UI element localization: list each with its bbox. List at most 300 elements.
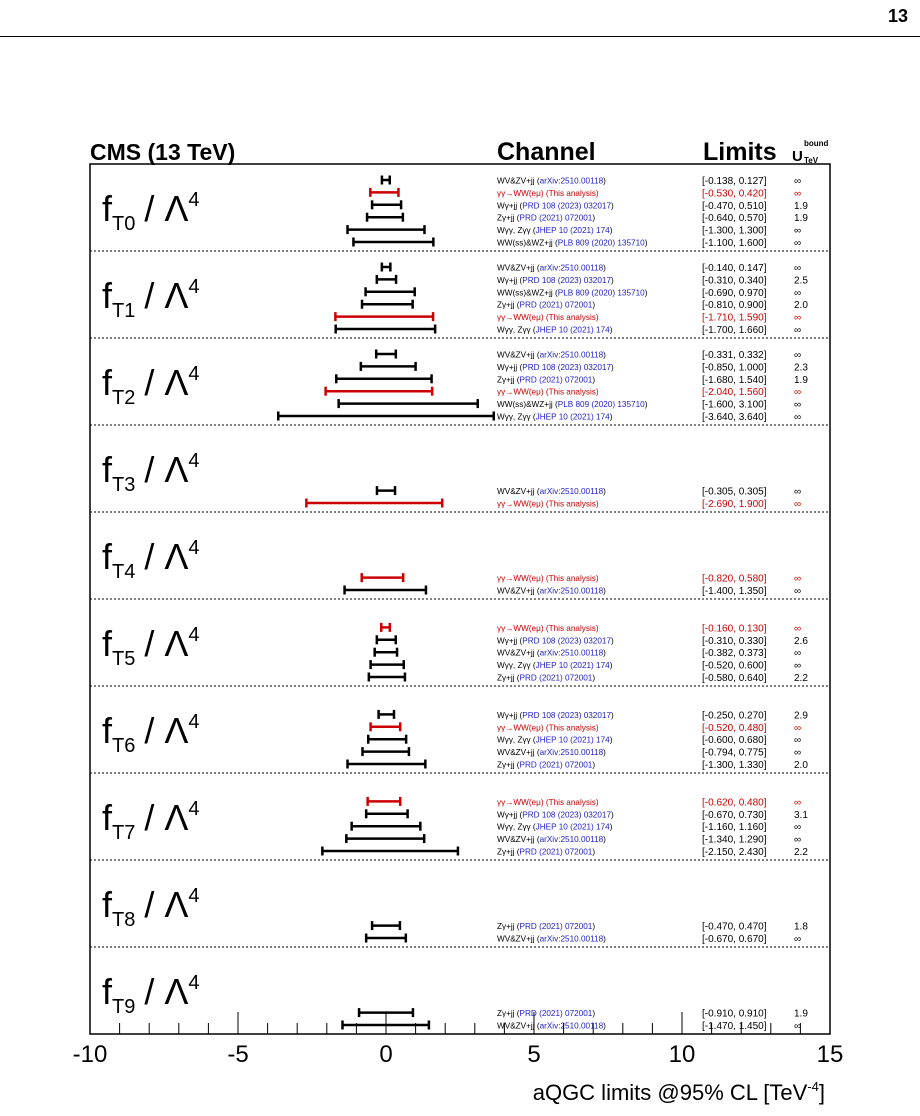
channel-label: [497, 214, 595, 223]
channel-ref-close: ): [609, 412, 613, 422]
param-suffix: / Λ: [144, 536, 189, 577]
ubound-value: ∞: [794, 747, 802, 759]
ubound-value: 2.2: [794, 673, 808, 684]
channel-ref[interactable]: PRD 108 (2023) 032017: [522, 710, 612, 720]
channel-ref: (This analysis): [543, 623, 599, 633]
channel-ref[interactable]: PLB 809 (2020) 135710: [557, 238, 645, 248]
channel-name: WV&ZV+jj: [497, 1021, 535, 1031]
channel-name: γγ→WW(eμ): [497, 313, 544, 323]
channel-ref-close: ): [603, 1021, 606, 1031]
channel-ref-close: ): [603, 648, 606, 658]
channel-label: [497, 487, 606, 496]
channel-ref-close: ): [603, 748, 606, 758]
channel-ref-close: ): [644, 288, 648, 298]
channel-label: [497, 1009, 595, 1018]
channel-label: [497, 276, 614, 285]
limits-value: [-0.640, 0.570]: [702, 213, 767, 225]
param-suffix: / Λ: [144, 797, 189, 838]
channel-ref-close: ): [644, 238, 648, 248]
channel-label: [497, 810, 614, 819]
ubound-value: ∞: [794, 735, 802, 747]
panel-label: [102, 536, 200, 583]
x-tick-label: 5: [527, 1041, 541, 1068]
limit-row: [345, 586, 802, 598]
channel-ref-open: (: [552, 288, 558, 298]
channel-label: [497, 649, 606, 658]
channel-ref-close: ): [644, 400, 648, 410]
param-suffix: / Λ: [144, 188, 189, 229]
param-superscript: 4: [188, 885, 200, 907]
param-subscript: T8: [112, 909, 136, 931]
panel-label: [102, 710, 200, 757]
channel-ref[interactable]: JHEP 10 (2021) 174: [535, 226, 610, 236]
channel-name: WV&ZV+jj: [497, 934, 535, 944]
channel-ref-open: (: [534, 648, 540, 658]
ubound-value: ∞: [794, 399, 802, 411]
limit-row: [377, 635, 809, 647]
channel-ref-close: ): [611, 275, 614, 285]
channel-label: [497, 226, 613, 235]
channel-ref-open: (: [517, 810, 523, 820]
channel-ref[interactable]: JHEP 10 (2021) 174: [535, 325, 610, 335]
panel-t7: [90, 773, 830, 858]
channel-name: γγ→WW(eμ): [497, 499, 544, 509]
channel-ref[interactable]: PRD (2021) 072001: [519, 213, 593, 223]
channel-name: Zγ+jj: [497, 300, 515, 310]
ubound-value: ∞: [794, 263, 802, 274]
channel-ref-close: ): [603, 586, 606, 596]
panel-t6: [90, 686, 830, 771]
panel-label: [102, 797, 200, 844]
channel-name: Zγ+jj: [497, 760, 515, 770]
channel-ref[interactable]: PRD 108 (2023) 032017: [522, 810, 612, 820]
limits-value: [-0.810, 0.900]: [702, 300, 767, 312]
ubound-value: ∞: [794, 499, 802, 510]
ubound-value: ∞: [794, 660, 802, 672]
channel-ref-open: (: [530, 822, 536, 832]
x-axis-label-close: ]: [818, 1080, 825, 1105]
channel-name: Wγ+jj: [497, 275, 518, 285]
channel-ref-close: ): [611, 636, 614, 646]
limits-header: Limits: [703, 138, 777, 166]
channel-label: [497, 177, 606, 186]
channel-ref-close: ): [603, 176, 606, 186]
channel-label: [497, 798, 599, 807]
ubound-value: ∞: [794, 1021, 802, 1032]
ubound-value: 1.9: [794, 213, 808, 225]
channel-ref: (This analysis): [543, 723, 599, 733]
limit-row: [377, 275, 809, 287]
channel-label: [497, 1022, 606, 1031]
channel-label: [497, 288, 648, 297]
channel-label: [497, 264, 606, 273]
limits-value: [-0.138, 0.127]: [702, 176, 767, 187]
channel-label: [497, 351, 606, 360]
limit-row: [342, 1021, 801, 1033]
channel-ref[interactable]: PRD (2021) 072001: [519, 922, 593, 932]
ubound-value: ∞: [794, 387, 802, 399]
channel-ref[interactable]: JHEP 10 (2021) 174: [535, 822, 610, 832]
param-superscript: 4: [188, 537, 200, 559]
param-suffix: / Λ: [144, 275, 189, 316]
ubound-header-sup: bound: [804, 139, 829, 148]
channel-label: [497, 674, 595, 683]
limits-value: [-1.680, 1.540]: [702, 374, 767, 386]
channel-ref[interactable]: arXiv:2510.00118: [539, 934, 604, 944]
channel-ref: (This analysis): [543, 387, 599, 397]
channel-label: [497, 848, 595, 857]
channel-label: [497, 201, 614, 210]
ubound-value: ∞: [794, 722, 802, 734]
limits-value: [-0.305, 0.305]: [702, 486, 767, 498]
ubound-value: 2.0: [794, 300, 808, 312]
channel-ref-open: (: [514, 1009, 520, 1019]
panel-t2: [90, 338, 830, 423]
channel-ref-open: (: [552, 238, 558, 248]
x-tick-label: -10: [72, 1041, 108, 1068]
channel-name: Wγγ, Zγγ: [497, 661, 531, 671]
channel-ref-open: (: [517, 275, 523, 285]
limit-row: [371, 722, 802, 734]
limits-value: [-1.710, 1.590]: [702, 312, 767, 324]
limit-row: [348, 760, 809, 772]
limits-value: [-3.640, 3.640]: [702, 412, 767, 423]
param-suffix: / Λ: [144, 449, 189, 490]
channel-label: [497, 711, 614, 720]
channel-ref[interactable]: arXiv:2510.00118: [539, 350, 604, 360]
ubound-value: 2.3: [794, 362, 808, 374]
channel-ref-open: (: [534, 586, 540, 596]
channel-ref-close: ): [592, 760, 596, 770]
channel-name: Wγ+jj: [497, 710, 518, 720]
panel-t1: [90, 251, 830, 336]
param-suffix: / Λ: [144, 884, 189, 925]
page-number: 13: [887, 6, 908, 26]
cms-label: CMS (13 TeV): [90, 139, 236, 165]
channel-ref-open: (: [534, 934, 540, 944]
channel-label: [497, 388, 599, 397]
limits-value: [-1.160, 1.160]: [702, 822, 767, 834]
channel-name: Zγ+jj: [497, 1009, 515, 1019]
channel-ref[interactable]: PRD (2021) 072001: [519, 760, 593, 770]
limits-value: [-0.310, 0.340]: [702, 275, 767, 287]
ubound-value: ∞: [794, 350, 802, 361]
param-superscript: 4: [188, 276, 200, 298]
limit-row: [362, 573, 801, 585]
channel-ref-open: (: [530, 226, 536, 236]
channel-name: WV&ZV+jj: [497, 487, 535, 497]
param-subscript: T9: [112, 996, 136, 1018]
limit-row: [366, 809, 808, 821]
ubound-value: ∞: [794, 586, 802, 597]
channel-ref[interactable]: PRD 108 (2023) 032017: [522, 362, 612, 372]
limit-row: [382, 263, 801, 275]
channel-ref: (This analysis): [543, 574, 599, 584]
channel-label: [497, 748, 606, 757]
channel-ref[interactable]: PRD 108 (2023) 032017: [522, 636, 612, 646]
channel-ref[interactable]: JHEP 10 (2021) 174: [535, 412, 610, 422]
param-suffix: / Λ: [144, 623, 189, 664]
channel-ref[interactable]: JHEP 10 (2021) 174: [535, 735, 610, 745]
limits-value: [-0.310, 0.330]: [702, 635, 767, 647]
channel-ref-close: ): [603, 263, 606, 273]
ubound-value: ∞: [794, 176, 802, 187]
channel-ref[interactable]: arXiv:2510.00118: [539, 648, 604, 658]
limit-row: [278, 412, 801, 424]
channel-ref-open: (: [514, 375, 520, 385]
channel-ref[interactable]: arXiv:2510.00118: [539, 835, 604, 845]
channel-label: [497, 661, 613, 670]
channel-ref-close: ): [592, 300, 596, 310]
ubound-header-main: U: [792, 148, 803, 165]
channel-ref-open: (: [534, 748, 540, 758]
channel-name: Zγ+jj: [497, 847, 515, 857]
channel-ref[interactable]: arXiv:2510.00118: [539, 487, 604, 497]
limits-value: [-0.331, 0.332]: [702, 350, 767, 361]
panels-layer: [90, 176, 830, 1033]
ubound-value: ∞: [794, 486, 802, 498]
channel-ref-open: (: [517, 710, 523, 720]
channel-name: γγ→WW(eμ): [497, 623, 544, 633]
param-superscript: 4: [188, 363, 200, 385]
param-subscript: T6: [112, 735, 136, 757]
limits-value: [-2.040, 1.560]: [702, 387, 767, 399]
channel-name: WV&ZV+jj: [497, 586, 535, 596]
channel-name: γγ→WW(eμ): [497, 188, 544, 198]
limit-row: [369, 673, 809, 685]
channel-name: WV&ZV+jj: [497, 263, 535, 273]
param-superscript: 4: [188, 711, 200, 733]
channel-label: [497, 922, 595, 931]
channel-ref-close: ): [592, 922, 596, 932]
channel-ref[interactable]: PRD (2021) 072001: [519, 847, 593, 857]
channel-ref-open: (: [514, 847, 520, 857]
param-superscript: 4: [188, 624, 200, 646]
channel-ref-close: ): [592, 673, 596, 683]
param-letter: f: [102, 275, 113, 316]
x-axis-label-sup: -4: [807, 1079, 819, 1094]
channel-label: [497, 500, 599, 509]
limits-value: [-0.520, 0.600]: [702, 660, 767, 672]
channel-ref[interactable]: PRD (2021) 072001: [519, 300, 593, 310]
limits-value: [-0.600, 0.680]: [702, 735, 767, 747]
param-letter: f: [102, 797, 113, 838]
channel-ref-open: (: [534, 835, 540, 845]
limits-value: [-0.670, 0.730]: [702, 809, 767, 821]
ubound-value: 2.6: [794, 635, 808, 647]
channel-ref[interactable]: PRD 108 (2023) 032017: [522, 201, 612, 211]
panel-t9: [90, 947, 830, 1032]
limits-value: [-2.690, 1.900]: [702, 499, 767, 510]
param-suffix: / Λ: [144, 971, 189, 1012]
channel-ref[interactable]: arXiv:2510.00118: [539, 586, 604, 596]
channel-ref[interactable]: arXiv:2510.00118: [539, 748, 604, 758]
limits-value: [-0.382, 0.373]: [702, 648, 767, 660]
channel-ref-open: (: [530, 661, 536, 671]
limits-value: [-1.600, 3.100]: [702, 399, 767, 411]
ubound-value: ∞: [794, 623, 802, 635]
channel-label: [497, 326, 613, 335]
channel-ref-close: ): [609, 325, 613, 335]
channel-name: WV&ZV+jj: [497, 350, 535, 360]
channel-ref[interactable]: PRD (2021) 072001: [519, 1009, 593, 1019]
limit-row: [368, 797, 801, 809]
channel-label: [497, 835, 606, 844]
channel-ref-open: (: [514, 213, 520, 223]
channel-ref-close: ): [609, 735, 613, 745]
ubound-value: ∞: [794, 648, 802, 660]
limit-row: [335, 312, 801, 324]
channel-name: WW(ss)&WZ+jj: [497, 238, 553, 248]
limits-value: [-0.250, 0.270]: [702, 710, 767, 722]
param-letter: f: [102, 536, 113, 577]
panel-t5: [90, 599, 830, 684]
channel-name: Wγγ, Zγγ: [497, 822, 531, 832]
param-superscript: 4: [188, 798, 200, 820]
limit-row: [370, 188, 801, 200]
ubound-header-sub: TeV: [804, 156, 819, 165]
panel-t8: [90, 860, 830, 945]
channel-ref-close: ): [592, 213, 596, 223]
limit-row: [372, 921, 808, 933]
channel-name: γγ→WW(eμ): [497, 723, 544, 733]
panel-label: [102, 362, 200, 409]
channel-name: Wγγ, Zγγ: [497, 325, 531, 335]
channel-ref-close: ): [603, 934, 606, 944]
param-subscript: T1: [112, 300, 136, 322]
limits-value: [-1.470, 1.450]: [702, 1021, 767, 1032]
channel-ref-close: ): [611, 710, 614, 720]
limit-row: [306, 499, 801, 511]
param-letter: f: [102, 449, 113, 490]
channel-ref-open: (: [534, 350, 540, 360]
limit-row: [366, 287, 802, 299]
channel-ref-close: ): [609, 661, 613, 671]
channel-name: WV&ZV+jj: [497, 176, 535, 186]
limits-value: [-0.670, 0.670]: [702, 934, 767, 945]
channel-label: [497, 301, 595, 310]
channel-label: [497, 587, 606, 596]
channel-label: [497, 313, 599, 322]
channel-ref[interactable]: JHEP 10 (2021) 174: [535, 661, 610, 671]
channel-ref[interactable]: PLB 809 (2020) 135710: [557, 288, 645, 298]
param-subscript: T5: [112, 648, 136, 670]
channel-name: γγ→WW(eμ): [497, 574, 544, 584]
channel-ref-open: (: [530, 412, 536, 422]
limit-row: [346, 834, 801, 846]
limits-value: [-0.820, 0.580]: [702, 573, 767, 585]
channel-label: [497, 189, 599, 198]
ubound-value: ∞: [794, 934, 802, 945]
param-superscript: 4: [188, 972, 200, 994]
panel-label: [102, 449, 200, 496]
ubound-value: 3.1: [794, 809, 808, 821]
channel-ref[interactable]: arXiv:2510.00118: [539, 263, 604, 273]
param-letter: f: [102, 623, 113, 664]
param-letter: f: [102, 710, 113, 751]
limit-row: [371, 660, 802, 672]
channel-ref-close: ): [611, 810, 614, 820]
channel-name: WV&ZV+jj: [497, 648, 535, 658]
param-subscript: T0: [112, 213, 136, 235]
limit-row: [377, 486, 801, 498]
channel-name: Wγγ, Zγγ: [497, 735, 531, 745]
limits-value: [-2.150, 2.430]: [702, 847, 767, 858]
limits-value: [-0.620, 0.480]: [702, 797, 767, 809]
channel-ref[interactable]: arXiv:2510.00118: [539, 1021, 604, 1031]
limits-value: [-1.340, 1.290]: [702, 834, 767, 846]
channel-label: [497, 761, 595, 770]
ubound-value: ∞: [794, 412, 802, 423]
channel-ref-close: ): [609, 822, 613, 832]
channel-ref[interactable]: PRD (2021) 072001: [519, 673, 593, 683]
limit-row: [348, 225, 802, 237]
limit-row: [372, 200, 808, 212]
limits-value: [-1.400, 1.350]: [702, 586, 767, 597]
channel-ref[interactable]: PRD 108 (2023) 032017: [522, 275, 612, 285]
limits-value: [-0.530, 0.420]: [702, 188, 767, 200]
channel-ref-open: (: [514, 760, 520, 770]
param-letter: f: [102, 971, 113, 1012]
channel-label: [497, 400, 648, 409]
channel-ref-close: ): [603, 350, 606, 360]
channel-ref[interactable]: PRD (2021) 072001: [519, 375, 593, 385]
ubound-value: 2.9: [794, 710, 808, 722]
param-superscript: 4: [188, 450, 200, 472]
limit-row: [362, 300, 808, 312]
channel-ref: (This analysis): [543, 188, 599, 198]
x-tick-label: 15: [816, 1041, 844, 1068]
channel-label: [497, 823, 613, 832]
limit-row: [368, 735, 801, 747]
limit-row: [381, 623, 801, 635]
channel-name: Wγγ, Zγγ: [497, 226, 531, 236]
x-tick-label: 0: [379, 1041, 393, 1068]
limits-value: [-0.690, 0.970]: [702, 287, 767, 299]
channel-ref-open: (: [534, 1021, 540, 1031]
ubound-value: 1.9: [794, 374, 808, 386]
channel-label: [497, 624, 599, 633]
channel-ref-open: (: [530, 325, 536, 335]
param-superscript: 4: [188, 189, 200, 211]
channel-name: Wγ+jj: [497, 201, 518, 211]
channel-ref[interactable]: arXiv:2510.00118: [539, 176, 604, 186]
channel-ref-open: (: [517, 201, 523, 211]
channel-name: WW(ss)&WZ+jj: [497, 400, 553, 410]
ubound-value: 2.5: [794, 275, 808, 287]
channel-label: [497, 239, 648, 248]
x-axis-label: [533, 1079, 825, 1105]
channel-label: [497, 363, 614, 372]
ubound-value: 1.9: [794, 1008, 808, 1020]
channel-name: Wγ+jj: [497, 362, 518, 372]
limits-value: [-0.580, 0.640]: [702, 673, 767, 684]
channel-name: WV&ZV+jj: [497, 835, 535, 845]
limits-value: [-1.100, 1.600]: [702, 238, 767, 249]
ubound-value: ∞: [794, 822, 802, 834]
channel-name: γγ→WW(eμ): [497, 387, 544, 397]
limit-row: [366, 934, 801, 946]
limits-value: [-0.470, 0.470]: [702, 921, 767, 933]
channel-ref[interactable]: PLB 809 (2020) 135710: [557, 400, 645, 410]
channel-header: Channel: [497, 138, 596, 166]
channel-label: [497, 736, 613, 745]
limit-row: [326, 387, 802, 399]
limit-row: [376, 350, 801, 362]
limit-row: [352, 822, 801, 834]
param-subscript: T3: [112, 474, 136, 496]
channel-ref-open: (: [534, 176, 540, 186]
